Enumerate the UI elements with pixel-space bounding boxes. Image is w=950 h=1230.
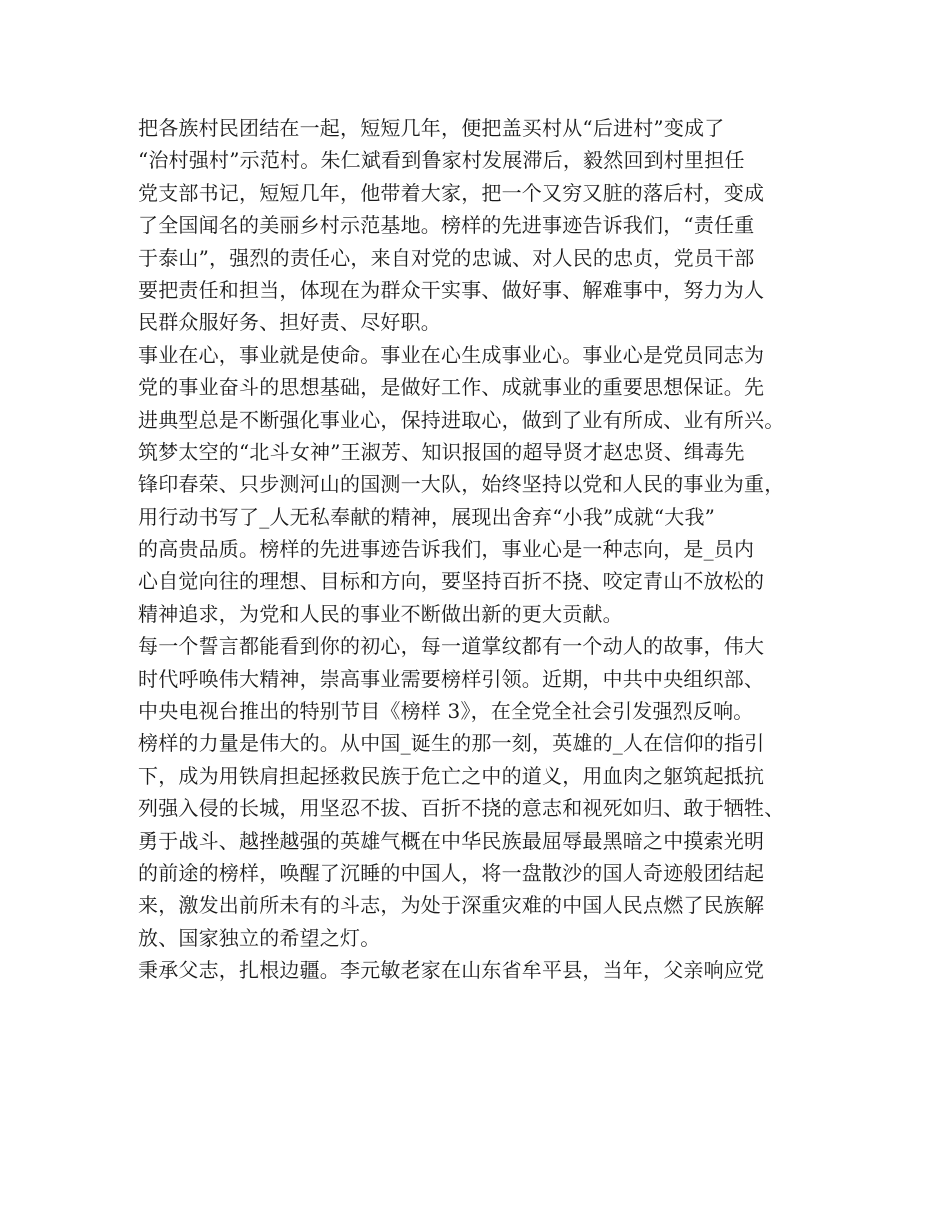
text-line: 中央电视台推出的特别节目《榜样 3》，在全党全社会引发强烈反响。	[138, 699, 754, 724]
text-line: 进典型总是不断强化事业心，保持进取心，做到了业有所成、业有所兴。	[138, 407, 785, 432]
text-line: 把各族村民团结在一起，短短几年，便把盖买村从“后进村”变成了	[138, 116, 725, 140]
text-line: 每一个誓言都能看到你的初心，每一道掌纹都有一个动人的故事，伟大	[138, 634, 765, 659]
text-line: 来，激发出前所未有的斗志，为处于深重灾难的中国人民点燃了民族解	[138, 893, 765, 918]
text-line: 了全国闻名的美丽乡村示范基地。榜样的先进事迹告诉我们，“责任重	[138, 213, 755, 238]
text-line: 精神追求，为党和人民的事业不断做出新的更大贡献。	[138, 601, 623, 626]
text-line: 民群众服好务、担好责、尽好职。	[138, 310, 441, 335]
body-text	[138, 112, 828, 987]
text-line: 锋印春荣、只步测河山的国测一大队，始终坚持以党和人民的事业为重，	[138, 472, 785, 497]
text-line: 秉承父志，扎根边疆。李元敏老家在山东省牟平县，当年，父亲响应党	[138, 958, 765, 983]
text-line: 党支部书记，短短几年，他带着大家，把一个又穷又脏的落后村，变成	[138, 180, 765, 205]
text-line: 榜样的力量是伟大的。从中国_诞生的那一刻，英雄的_人在信仰的指引	[138, 731, 765, 756]
text-line: 放、国家独立的希望之灯。	[138, 925, 381, 950]
text-line: “治村强村”示范村。朱仁斌看到鲁家村发展滞后，毅然回到村里担任	[138, 148, 745, 173]
text-line: 要把责任和担当，体现在为群众干实事、做好事、解难事中，努力为人	[138, 277, 765, 302]
text-line: 列强入侵的长城，用坚忍不拔、百折不挠的意志和视死如归、敢于牺牲、	[138, 796, 785, 821]
text-line: 筑梦太空的“北斗女神”王淑芳、知识报国的超导贤才赵忠贤、缉毒先	[138, 439, 745, 464]
text-line: 的高贵品质。榜样的先进事迹告诉我们，事业心是一种志向，是_员内	[138, 537, 755, 562]
text-line: 用行动书写了_人无私奉献的精神，展现出舍弃“小我”成就“大我”	[138, 504, 716, 529]
text-line: 时代呼唤伟大精神，崇高事业需要榜样引领。近期，中共中央组织部、	[138, 666, 765, 691]
text-line: 的前途的榜样，唤醒了沉睡的中国人，将一盘散沙的国人奇迹般团结起	[138, 860, 765, 885]
text-line: 勇于战斗、越挫越强的英雄气概在中华民族最屈辱最黑暗之中摸索光明	[138, 828, 765, 853]
text-line: 于泰山”，强烈的责任心，来自对党的忠诚、对人民的忠贞，党员干部	[138, 245, 755, 270]
text-line: 心自觉向往的理想、目标和方向，要坚持百折不挠、咬定青山不放松的	[138, 569, 765, 594]
text-line: 党的事业奋斗的思想基础，是做好工作、成就事业的重要思想保证。先	[138, 375, 765, 400]
text-line: 事业在心，事业就是使命。事业在心生成事业心。事业心是党员同志为	[138, 342, 765, 367]
text-line: 下，成为用铁肩担起拯救民族于危亡之中的道义，用血肉之躯筑起抵抗	[138, 763, 765, 788]
